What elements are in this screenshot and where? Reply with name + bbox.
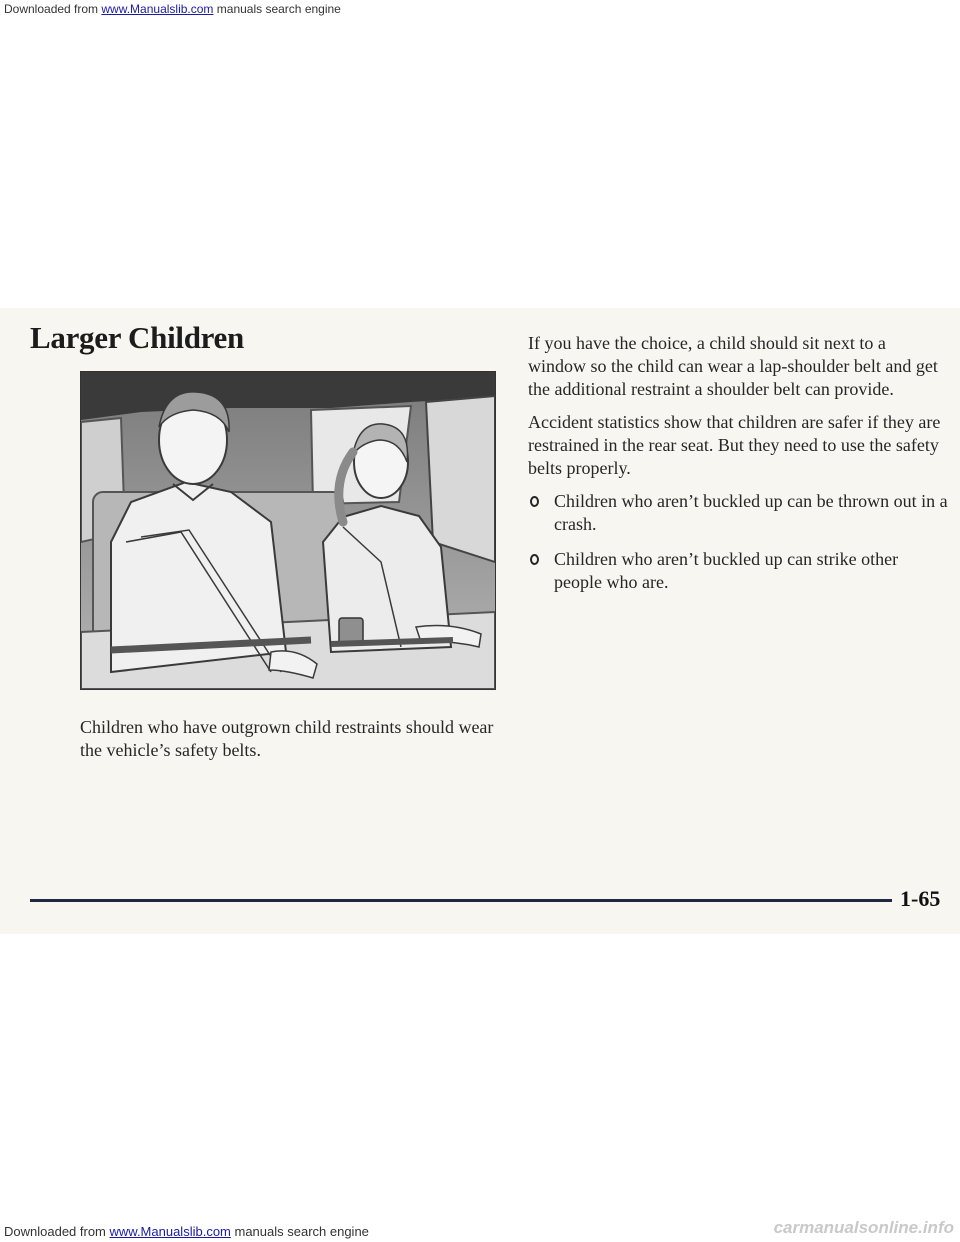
- download-note-suffix: manuals search engine: [213, 2, 341, 16]
- download-note-top: [4, 2, 341, 16]
- paragraph-window-seat: If you have the choice, a child should sit next to a window so the child can wear a lap-shoulder belt and get the additional restraint a shoulder belt can provide.: [528, 333, 938, 399]
- bullet-text: Children who aren’t buckled up can be thrown out in a crash.: [554, 491, 948, 534]
- download-note-suffix: manuals search engine: [230, 1224, 369, 1239]
- list-item: [528, 548, 948, 594]
- illustration-drawing: [81, 372, 495, 689]
- bullet-text: Children who aren’t buckled up can strike other people who are.: [554, 549, 899, 592]
- list-item: [528, 490, 948, 536]
- right-column: [528, 332, 948, 606]
- bullet-icon: [530, 554, 539, 565]
- manualslib-link[interactable]: www.Manualslib.com: [109, 1224, 231, 1239]
- paragraph-accident-statistics: Accident statistics show that children are safer if they are restrained in the rear seat. But they need to use the safety belts properly.: [528, 412, 941, 478]
- manualslib-link[interactable]: www.Manualslib.com: [101, 2, 214, 16]
- bullet-icon: [530, 496, 539, 507]
- download-note-bottom: [4, 1224, 369, 1239]
- children-seatbelt-illustration: [80, 371, 496, 690]
- download-note-prefix: Downloaded from: [4, 1224, 110, 1239]
- footer-rule: [30, 899, 892, 902]
- download-note-prefix: Downloaded from: [4, 2, 102, 16]
- watermark-logo: carmanualsonline.info: [773, 1218, 954, 1237]
- illustration-caption: Children who have outgrown child restraints should wear the vehicle’s safety belts.: [80, 717, 494, 760]
- page-number: 1-65: [900, 886, 941, 911]
- bullet-list: [528, 490, 948, 594]
- section-heading: Larger Children: [30, 320, 244, 355]
